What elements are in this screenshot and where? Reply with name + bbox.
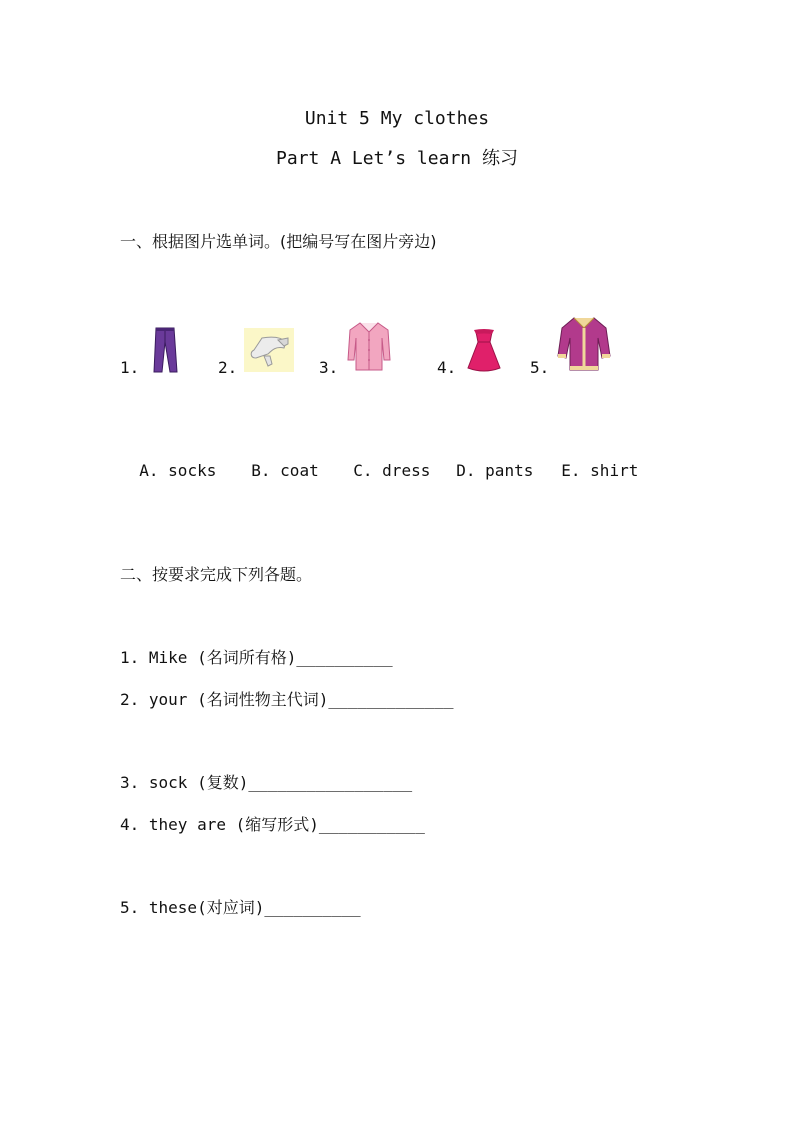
dress-icon — [466, 328, 502, 374]
option-b-label: B. — [251, 461, 271, 480]
question-2: 2. your (名词性物主代词)_____________ — [120, 690, 454, 709]
picture-number-3: 3. — [319, 358, 339, 377]
question-1: 1. Mike (名词所有格)__________ — [120, 648, 393, 667]
option-c — [334, 441, 430, 481]
option-e-label: E. — [561, 461, 581, 480]
option-d-label: D. — [456, 461, 476, 480]
question-5: 5. these(对应词)__________ — [120, 898, 361, 917]
page-subtitle: Part A Let’s learn 练习 — [276, 148, 518, 169]
picture-number-1: 1. — [120, 358, 140, 377]
section-1-heading: 一、根据图片选单词。(把编号写在图片旁边) — [120, 232, 437, 251]
option-a — [120, 441, 216, 481]
option-b-word: coat — [280, 461, 319, 480]
option-d — [437, 441, 533, 481]
option-d-word: pants — [485, 461, 534, 480]
page-title: Unit 5 My clothes — [304, 108, 490, 129]
shirt-icon — [346, 320, 392, 372]
picture-number-2: 2. — [218, 358, 238, 377]
picture-number-5: 5. — [530, 358, 550, 377]
question-3: 3. sock (复数)_________________ — [120, 773, 413, 792]
section-2-heading: 二、按要求完成下列各题。 — [120, 565, 313, 584]
option-c-word: dress — [382, 461, 431, 480]
option-e-word: shirt — [590, 461, 639, 480]
socks-icon — [244, 328, 294, 372]
picture-number-4: 4. — [437, 358, 457, 377]
coat-icon — [556, 314, 612, 374]
option-a-word: socks — [168, 461, 217, 480]
question-4: 4. they are (缩写形式)___________ — [120, 815, 425, 834]
option-e — [542, 441, 638, 481]
option-c-label: C. — [353, 461, 373, 480]
option-a-label: A. — [139, 461, 159, 480]
option-b — [232, 441, 319, 481]
pants-icon — [150, 326, 180, 374]
